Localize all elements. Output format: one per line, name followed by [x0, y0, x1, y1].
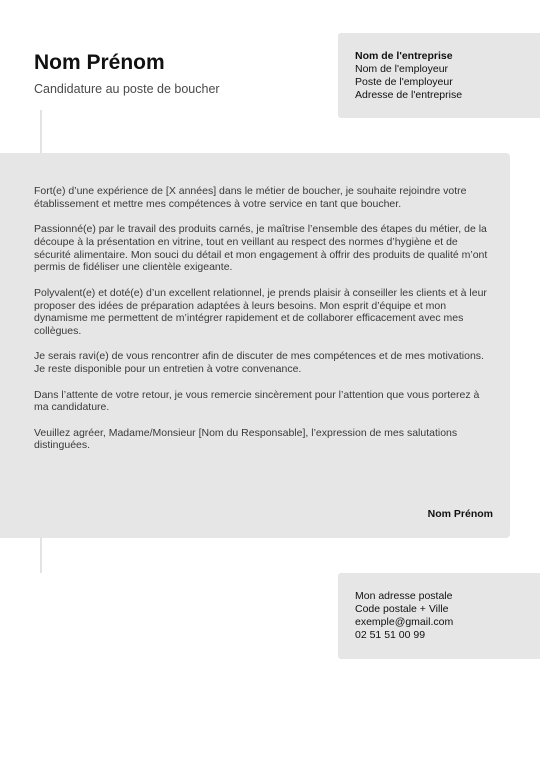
letter-body-box	[0, 153, 510, 538]
letter-paragraph: Fort(e) d’une expérience de [X années] dans le métier de boucher, je souhaite rejoindre votre établissement et mettre mes compétences à votre service en tant que boucher.	[34, 185, 467, 210]
decorative-line-bottom	[40, 537, 42, 573]
letter-paragraph: Veuillez agréer, Madame/Monsieur [Nom du Responsable], l’expression de mes salutations distinguées.	[34, 426, 458, 452]
employer-name: Nom de l'employeur	[355, 63, 449, 75]
employer-position: Poste de l'employeur	[355, 76, 453, 88]
company-name: Nom de l'entreprise	[355, 50, 453, 62]
applicant-name-title: Nom Prénom	[34, 51, 165, 74]
phone-number: 02 51 51 00 99	[355, 629, 426, 641]
letter-paragraph: Passionné(e) par le travail des produits carnés, je maîtrise l’ensemble des étapes du métier, de la découpe à la présentation en vitrine, tout en veillant au respect des normes d’hygiène et de sécurité alimentaire. Mon souci du détail et mon engagement à offrir des produits de qualité m’ont permis de fidéliser une clientèle exigeante.	[34, 223, 488, 274]
letter-signature: Nom Prénom	[427, 508, 493, 520]
letter-paragraph: Dans l’attente de votre retour, je vous remercie sincèrement pour l’attention que vous porterez à ma candidature.	[34, 388, 480, 414]
letter-paragraph: Je serais ravi(e) de vous rencontrer afin de discuter de mes compétences et de mes motivations. Je reste disponible pour un entretien à votre convenance.	[34, 350, 484, 376]
employer-info-box	[338, 33, 540, 118]
postal-address: Mon adresse postale	[355, 590, 453, 602]
job-subtitle: Candidature au poste de boucher	[34, 82, 220, 96]
email-address: exemple@gmail.com	[355, 616, 454, 628]
postal-code-city: Code postale + Ville	[355, 603, 449, 615]
decorative-line-top	[40, 110, 42, 155]
company-address: Adresse de l'entreprise	[355, 89, 463, 101]
letter-paragraph: Polyvalent(e) et doté(e) d’un excellent relationnel, je prends plaisir à conseiller les clients et à leur proposer des idées de préparation adaptées à leurs besoins. Mon esprit d’équipe et mon dynamisme me permettent de m’intégrer rapidement et de collaborer efficacement avec mes collègues.	[34, 286, 487, 338]
contact-info-box	[338, 573, 540, 659]
